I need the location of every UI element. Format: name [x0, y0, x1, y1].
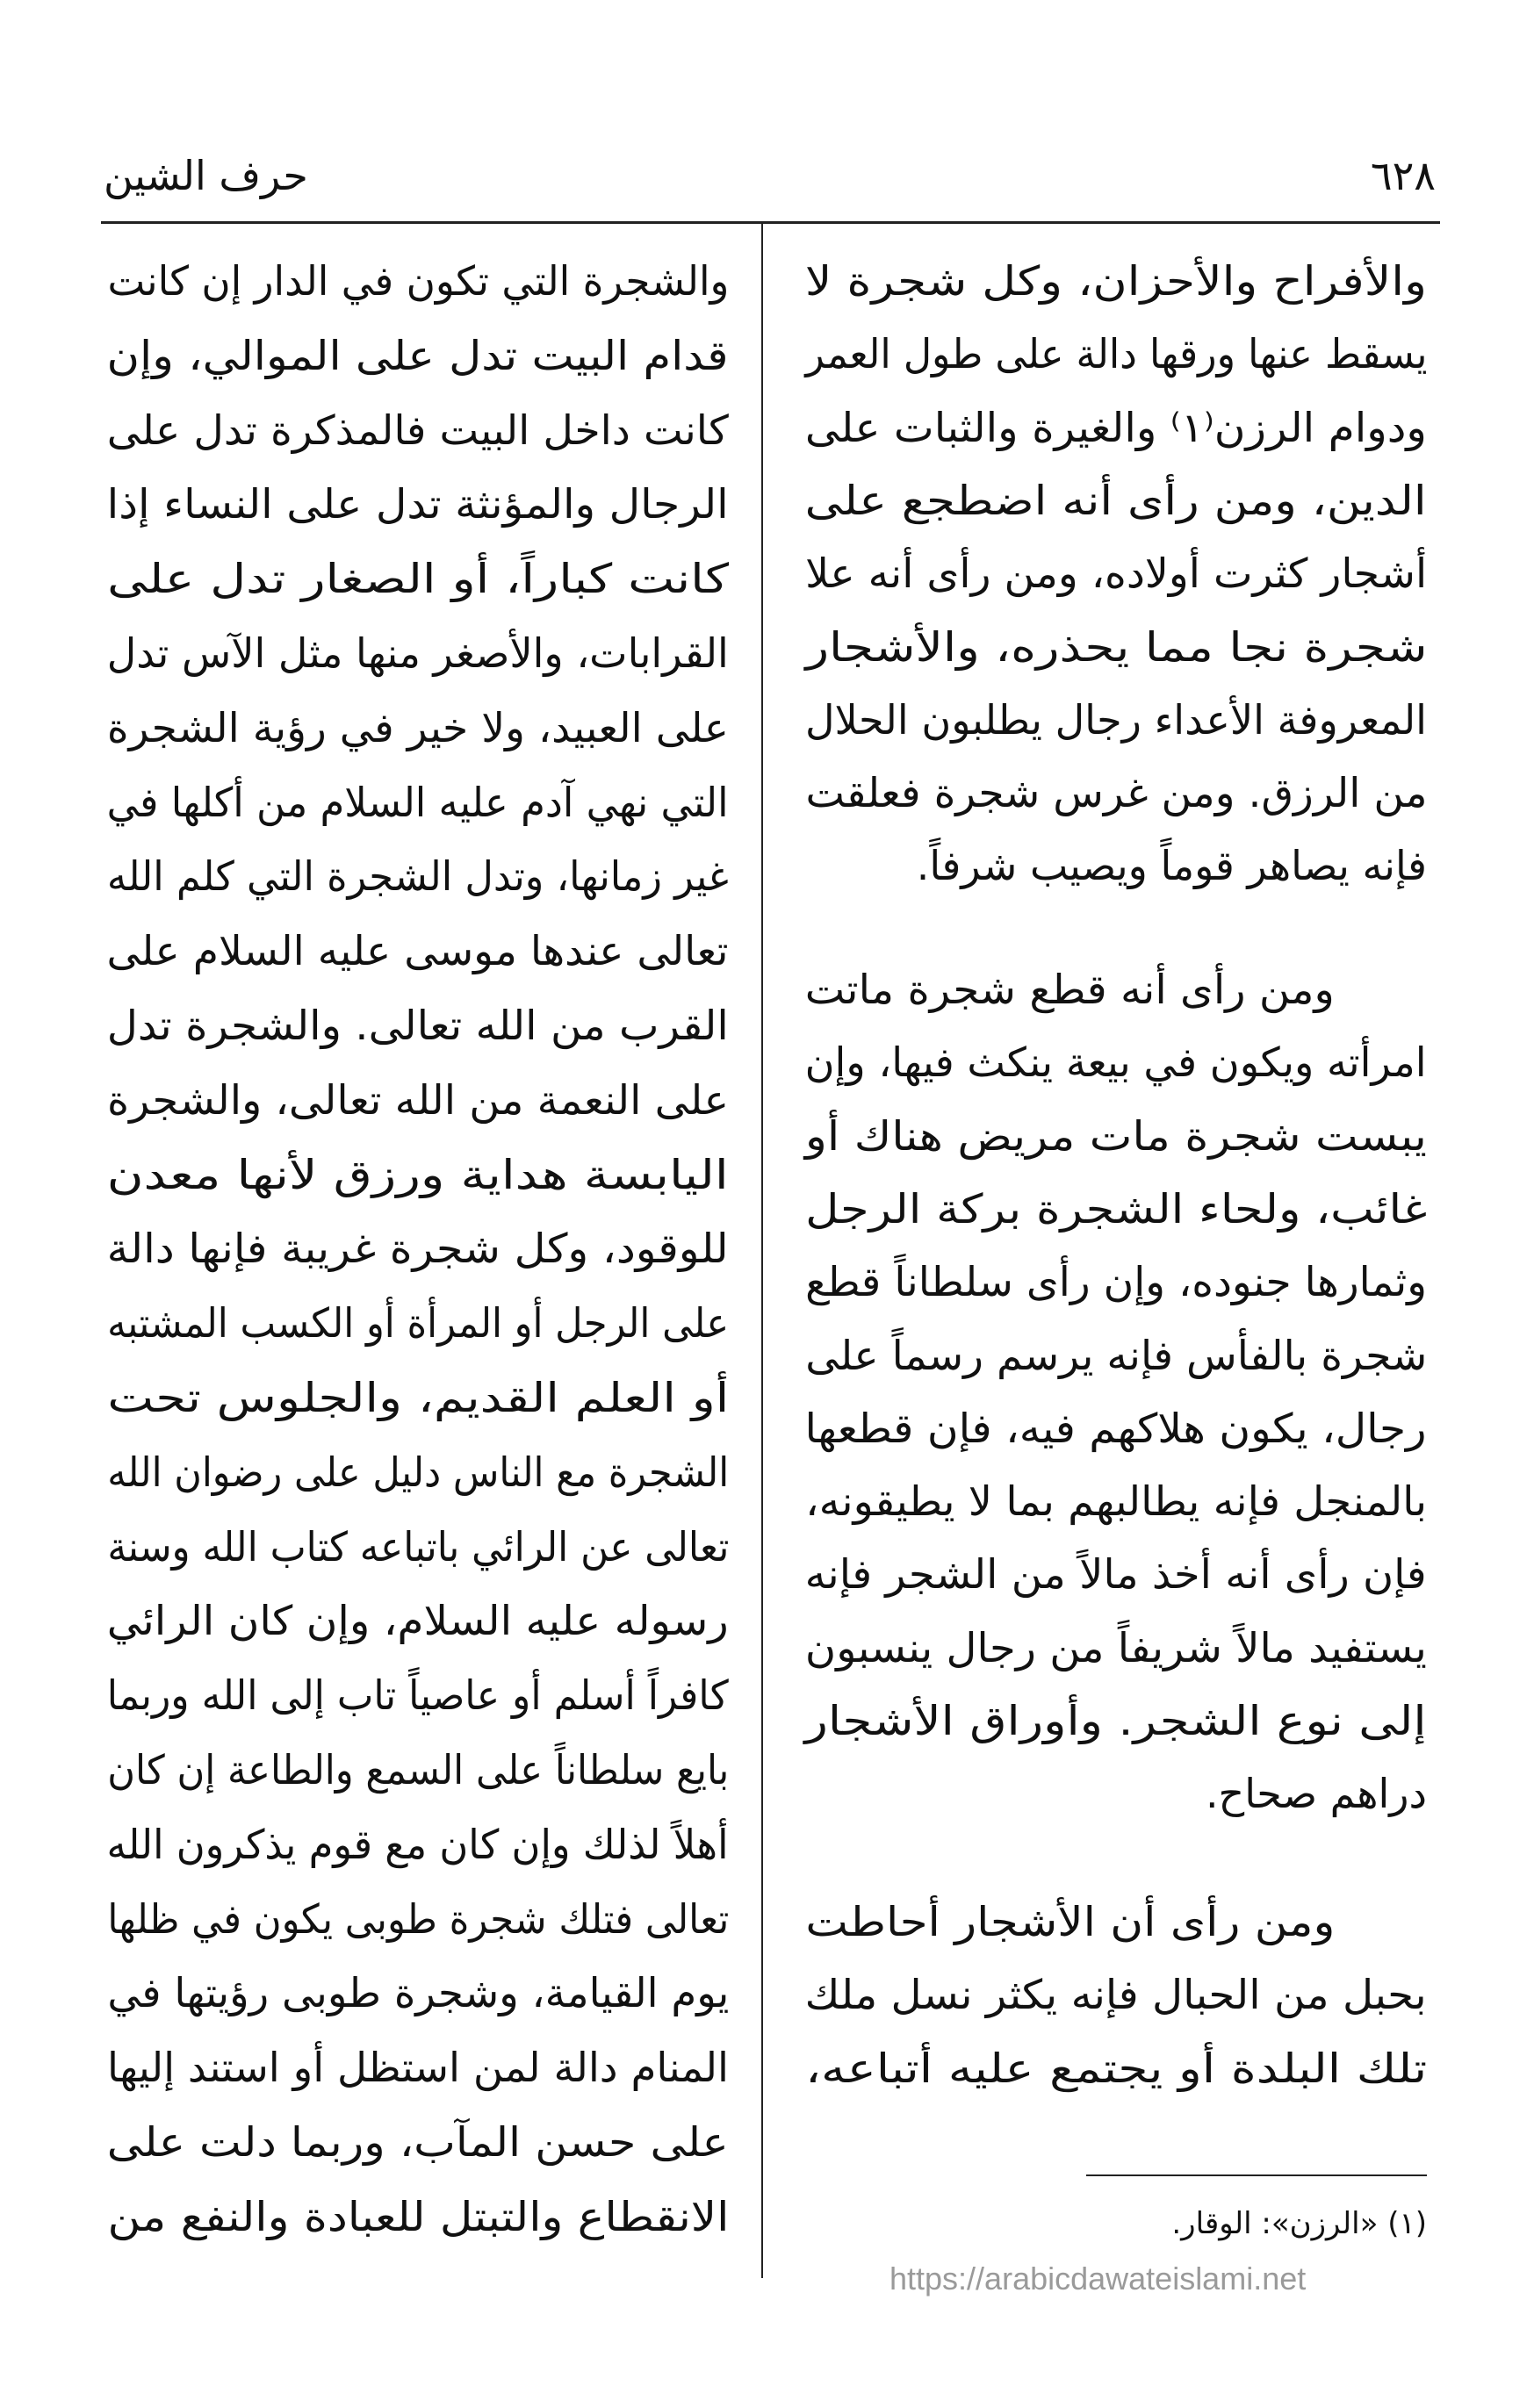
text-line [90, 1808, 729, 1881]
text-line [805, 536, 1427, 610]
text-line [98, 244, 729, 318]
text-line [805, 1684, 1427, 1757]
text-line [69, 1882, 729, 1956]
text-line-content: تعالى عندها موسى عليه السلام على [107, 927, 729, 975]
text-line-content: التي نهي آدم عليه السلام من أكلها في [107, 778, 729, 826]
text-line [107, 393, 729, 467]
text-line-content: رجال، يكون هلاكهم فيه، فإن قطعها [805, 1404, 1427, 1452]
text-line [805, 952, 1335, 1026]
text-line [106, 2105, 729, 2179]
text-line-content: على حسن المآب، وربما دلت على [106, 2118, 729, 2166]
text-line-content: كانت داخل البيت فالمذكرة تدل على [107, 406, 729, 454]
text-line-content: يسقط عنها ورقها دالة على طول العمر [805, 330, 1427, 378]
text-line [805, 1464, 1427, 1538]
text-line-content: على العبيد، ولا خير في رؤية الشجرة [107, 703, 729, 751]
text-line [107, 1584, 729, 1657]
text-line [107, 542, 729, 615]
text-line-content: يبست شجرة مات مريض هناك أو [805, 1111, 1427, 1160]
text-line-content: الدين، ومن رأى أنه اضطجع على [805, 476, 1427, 524]
text-line-content: رسوله عليه السلام، وإن كان الرائي [107, 1597, 729, 1645]
text-line [90, 839, 729, 913]
text-line-content: شجرة نجا مما يحذره، والأشجار [805, 622, 1427, 671]
text-line-content: أو العلم القديم، والجلوس تحت [107, 1374, 729, 1421]
text-line [805, 1391, 1427, 1465]
text-line-content: تلك البلدة أو يجتمع عليه أتباعه، [805, 2044, 1427, 2092]
text-line-content: غير زمانها، وتدل الشجرة التي كلم الله [107, 852, 729, 901]
text-line-content: ومن رأى أن الأشجار أحاطت [805, 1898, 1335, 1945]
footnote-rule [1086, 2174, 1427, 2176]
text-line-content: غائب، ولحاء الشجرة بركة الرجل [805, 1184, 1427, 1233]
text-line-content: من الرزق. ومن غرس شجرة فعلقت [805, 769, 1427, 817]
text-line [805, 464, 1427, 537]
text-line [804, 1319, 1427, 1392]
running-head: حرف الشين [104, 152, 308, 199]
text-line-content: والأفراح والأحزان، وكل شجرة لا [804, 257, 1427, 305]
text-line-content: للوقود، وكل شجرة غريبة فإنها دالة [107, 1225, 729, 1273]
text-line [74, 1510, 729, 1584]
text-line-content: كافراً أسلم أو عاصياً تاب إلى الله وربما [107, 1671, 729, 1720]
text-line-content: وثمارها جنوده، وإن رأى سلطاناً قطع [805, 1258, 1427, 1306]
text-line-content: يوم القيامة، وشجرة طوبى رؤيتها في [107, 1969, 729, 2017]
left-column [107, 0, 729, 2282]
text-line-content: ومن رأى أنه قطع شجرة ماتت [805, 966, 1335, 1013]
text-line [108, 616, 729, 690]
footnote: (١) «الرزن»: الوقار. [1171, 2206, 1427, 2241]
text-line-content: قدام البيت تدل على الموالي، وإن [107, 331, 729, 379]
text-line [917, 829, 1427, 902]
text-line [107, 1063, 729, 1137]
watermark: https://arabicdawateislami.net [889, 2261, 1307, 2297]
text-line [805, 756, 1428, 830]
text-line-content: بايع سلطاناً على السمع والطاعة إن كان [107, 1746, 729, 1793]
text-line [107, 2031, 729, 2104]
text-line [805, 2031, 1427, 2105]
text-line [804, 244, 1427, 318]
text-line [805, 1172, 1427, 1246]
text-line [805, 1245, 1427, 1319]
text-line-content: تعالى عن الرائي باتباعه كتاب الله وسنة [107, 1522, 729, 1571]
text-line [80, 1658, 729, 1732]
right-column [805, 0, 1427, 2195]
text-line [1206, 1757, 1427, 1830]
text-line [805, 1099, 1427, 1173]
text-line-content: القرب من الله تعالى. والشجرة تدل [107, 1002, 729, 1049]
text-line-content: فإن رأى أنه أخذ مالاً من الشجر فإنه [805, 1550, 1427, 1599]
text-line [107, 988, 729, 1062]
text-line [107, 467, 729, 541]
text-line [805, 1885, 1335, 1959]
text-line-content: أهلاً لذلك وإن كان مع قوم يذكرون الله [107, 1820, 729, 1868]
text-line-content: المعروفة الأعداء رجال يطلبون الحلال [805, 695, 1427, 744]
text-line [805, 1611, 1427, 1685]
text-line [107, 914, 729, 988]
text-line [107, 2180, 729, 2253]
text-line [107, 319, 729, 392]
text-line [805, 1025, 1427, 1099]
text-line-content: بحبل من الحبال فإنه يكثر نسل ملك [805, 1971, 1427, 2019]
text-line-content: فإنه يصاهر قوماً ويصيب شرفاً. [916, 842, 1427, 890]
text-line [107, 1361, 729, 1434]
text-line-content: الرجال والمؤنثة تدل على النساء إذا [107, 480, 729, 528]
text-line [107, 691, 729, 765]
text-line-content: القرابات، والأصغر منها مثل الآس تدل [106, 629, 729, 677]
text-line-content: على الرجل أو المرأة أو الكسب المشتبه [107, 1299, 729, 1348]
text-line-content: اليابسة هداية ورزق لأنها معدن [107, 1150, 729, 1198]
text-line-content: بالمنجل فإنه يطالبهم بما لا يطيقونه، [805, 1477, 1427, 1526]
text-line [107, 1211, 729, 1285]
text-line [805, 610, 1427, 684]
text-line-content: شجرة بالفأس فإنه يرسم رسماً على [804, 1331, 1427, 1379]
text-line [91, 766, 729, 839]
text-line-content: دراهم صحاح. [1205, 1770, 1427, 1818]
text-line-content: والشجرة التي تكون في الدار إن كانت [107, 257, 729, 305]
text-line-content: ودوام الرزن⁽١⁾ والغيرة والثبات على [805, 403, 1427, 451]
text-line-content: إلى نوع الشجر. وأوراق الأشجار [805, 1697, 1427, 1744]
text-line-content: على النعمة من الله تعالى، والشجرة [107, 1075, 729, 1124]
text-line-content: الشجرة مع الناس دليل على رضوان الله [107, 1448, 729, 1496]
text-line-content: يستفيد مالاً شريفاً من رجال ينسبون [805, 1623, 1427, 1671]
text-line [68, 1733, 729, 1807]
page-number: ٦٢٨ [1370, 152, 1436, 199]
text-line [66, 1286, 729, 1360]
text-line-content: كانت كباراً، أو الصغار تدل على [107, 555, 729, 603]
column-divider [761, 224, 763, 2278]
text-line-content: الانقطاع والتبتل للعبادة والنفع من [107, 2192, 729, 2240]
text-line [782, 317, 1427, 391]
text-line-content: أشجار كثرت أولاده، ومن رأى أنه علا [805, 550, 1427, 598]
text-line-content: امرأته ويكون في بيعة ينكث فيها، وإن [805, 1039, 1427, 1087]
text-line [805, 1537, 1427, 1611]
text-line [807, 683, 1427, 757]
text-line [64, 1435, 729, 1509]
text-line [107, 1956, 729, 2030]
text-line [107, 1138, 729, 1211]
text-line-content: المنام دالة لمن استظل أو استند إليها [107, 2044, 729, 2092]
text-line [805, 1958, 1427, 2031]
text-line-content: تعالى فتلك شجرة طوبى يكون في ظلها [107, 1894, 729, 1943]
text-line [805, 391, 1427, 464]
